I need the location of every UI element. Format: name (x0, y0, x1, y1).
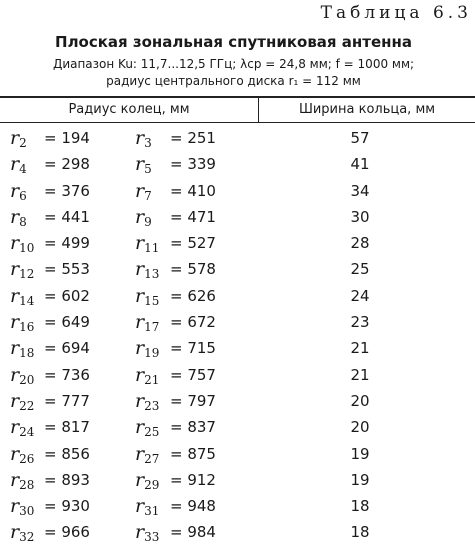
radius-value-even: = 966 (44, 523, 90, 542)
radius-value-odd: = 875 (170, 444, 216, 463)
radius-value-odd: = 757 (170, 365, 216, 384)
radius-value-even: = 893 (44, 470, 90, 489)
radius-label-odd: $r_{27}$ (135, 442, 160, 466)
ring-width-value: 19 (350, 444, 370, 463)
radius-label-even: $r_{16}$ (10, 311, 35, 335)
radius-value-odd: = 251 (170, 129, 216, 147)
radius-label-odd: $r_{23}$ (135, 389, 160, 413)
radius-value-odd: = 527 (170, 234, 216, 253)
header-bottom-rule (0, 122, 475, 123)
radius-label-even: $r_{24}$ (10, 416, 35, 440)
radius-value-odd: = 797 (170, 391, 216, 410)
table-row (0, 283, 475, 309)
table-top-rule (0, 96, 475, 98)
ring-width-value: 28 (350, 234, 370, 253)
table-row (0, 467, 475, 493)
ring-width-value: 23 (350, 313, 370, 332)
radius-label-odd: $r_5$ (135, 153, 152, 177)
radius-label-even: $r_{32}$ (10, 521, 35, 545)
radius-value-odd: = 912 (170, 470, 216, 489)
radius-label-odd: $r_{21}$ (135, 363, 160, 387)
radius-label-even: $r_2$ (10, 127, 27, 150)
radius-label-even: $r_{10}$ (10, 232, 35, 256)
table-row (0, 441, 475, 467)
radius-value-even: = 694 (44, 339, 90, 358)
radius-label-odd: $r_3$ (135, 127, 152, 150)
radius-value-even: = 817 (44, 418, 90, 437)
radius-value-even: = 441 (44, 207, 90, 226)
table-row (0, 151, 475, 177)
ring-width-value: 34 (350, 181, 370, 200)
radius-label-odd: $r_7$ (135, 179, 152, 203)
radius-label-even: $r_4$ (10, 153, 27, 177)
table-row (0, 388, 475, 414)
radius-value-odd: = 410 (170, 181, 216, 200)
radius-label-odd: $r_9$ (135, 205, 152, 229)
radius-value-even: = 649 (44, 313, 90, 332)
ring-width-value: 25 (350, 260, 370, 279)
table-row (0, 362, 475, 388)
table-row (0, 125, 475, 151)
radius-label-odd: $r_{11}$ (135, 232, 160, 256)
radius-value-even: = 298 (44, 155, 90, 174)
radius-value-odd: = 626 (170, 286, 216, 305)
table-subtitle-line1: Диапазон Ku: 11,7...12,5 ГГц; λср = 24,8 мм; f = 1000 мм; (52, 57, 415, 71)
table-row (0, 178, 475, 204)
radius-value-odd: = 471 (170, 207, 216, 226)
radius-label-even: $r_{14}$ (10, 284, 35, 308)
table-row (0, 335, 475, 361)
ring-width-value: 18 (350, 523, 370, 542)
table-row (0, 414, 475, 440)
radius-value-odd: = 837 (170, 418, 216, 437)
radius-label-odd: $r_{25}$ (135, 416, 160, 440)
ring-width-value: 20 (350, 391, 370, 410)
ring-width-value: 41 (350, 155, 370, 174)
radius-label-even: $r_{30}$ (10, 495, 35, 519)
table-row (0, 519, 475, 545)
radius-value-odd: = 715 (170, 339, 216, 358)
radius-value-odd: = 672 (170, 313, 216, 332)
ring-width-value: 21 (350, 365, 370, 384)
table-number: Таблица 6.3 (320, 3, 472, 23)
radius-value-even: = 376 (44, 181, 90, 200)
radius-label-odd: $r_{19}$ (135, 337, 160, 361)
radius-value-even: = 194 (44, 129, 90, 147)
ring-width-value: 57 (350, 129, 370, 147)
table-row (0, 204, 475, 230)
column-header-radius: Радиус колец, мм (68, 102, 190, 117)
ring-width-value: 21 (350, 339, 370, 358)
radius-label-even: $r_{26}$ (10, 442, 35, 466)
radius-value-odd: = 984 (170, 523, 216, 542)
radius-label-even: $r_8$ (10, 205, 27, 229)
table-row (0, 230, 475, 256)
radius-label-odd: $r_{33}$ (135, 521, 160, 545)
radius-label-odd: $r_{29}$ (135, 468, 160, 492)
radius-value-even: = 777 (44, 391, 90, 410)
radius-label-even: $r_6$ (10, 179, 27, 203)
table-row (0, 256, 475, 282)
radius-value-even: = 736 (44, 365, 90, 384)
ring-width-value: 19 (350, 470, 370, 489)
radius-label-even: $r_{18}$ (10, 337, 35, 361)
ring-width-value: 20 (350, 418, 370, 437)
table-title: Плоская зональная спутниковая антенна (55, 33, 412, 51)
table-row (0, 309, 475, 335)
radius-label-odd: $r_{13}$ (135, 258, 160, 282)
radius-label-odd: $r_{15}$ (135, 284, 160, 308)
column-header-width: Ширина кольца, мм (298, 102, 436, 117)
radius-value-even: = 499 (44, 234, 90, 253)
radius-value-even: = 553 (44, 260, 90, 279)
radius-label-even: $r_{12}$ (10, 258, 35, 282)
radius-value-even: = 930 (44, 497, 90, 516)
radius-value-even: = 856 (44, 444, 90, 463)
ring-width-value: 30 (350, 207, 370, 226)
radius-value-even: = 602 (44, 286, 90, 305)
ring-width-value: 18 (350, 497, 370, 516)
radius-value-odd: = 339 (170, 155, 216, 174)
radius-value-odd: = 948 (170, 497, 216, 516)
radius-value-odd: = 578 (170, 260, 216, 279)
radius-label-odd: $r_{17}$ (135, 311, 160, 335)
table-body (0, 125, 475, 546)
radius-label-odd: $r_{31}$ (135, 495, 160, 519)
radius-label-even: $r_{28}$ (10, 468, 35, 492)
radius-label-even: $r_{20}$ (10, 363, 35, 387)
radius-label-even: $r_{22}$ (10, 389, 35, 413)
table-row (0, 493, 475, 519)
table-subtitle-line2: радиус центрального диска r₁ = 112 мм (106, 74, 361, 88)
ring-width-value: 24 (350, 286, 370, 305)
